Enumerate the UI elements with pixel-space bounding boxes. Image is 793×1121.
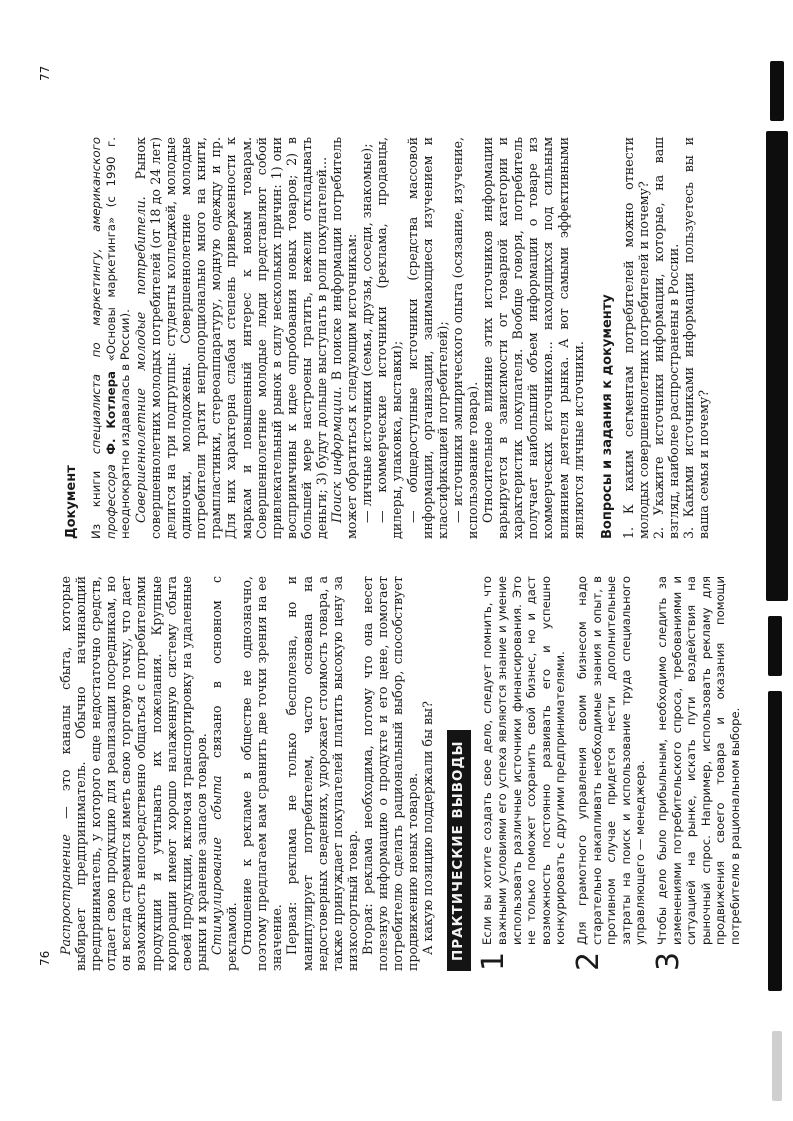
source-item: — источники эмпирического опыта (осязание, изучение, использование товара).	[449, 137, 480, 539]
paragraph-text: А какую позицию поддержали бы вы?	[420, 701, 436, 955]
paragraph-text: Вторая: реклама необходима, потому что она несет полезную информацию о продукте и его цене, помогает потребителю сделать рациональный выбор, способствует продвижению новых товаров.	[359, 576, 421, 971]
tip-number: 1	[476, 951, 512, 971]
paragraph-closing: Относительное влияние этих источников информации варьируется в зависимости от товарной категории и характеристик покупателя. Вообще говоря, потребитель получает наибольший объем информации о товаре из коммерческих источников... находящихся под сильным влиянием деятеля рынка. А вот самыми эффективными являются личные источники.	[480, 137, 586, 539]
binding-shadow-bar	[772, 1031, 782, 1101]
question-item: 2. Укажите источники информации, которые, на ваш взгляд, наиболее распространены в России.	[650, 137, 682, 539]
paragraph-text: В поиске информации потребитель может обратиться к следующим источникам:	[329, 137, 360, 539]
quote-author: Ф. Котлера	[103, 371, 118, 455]
right-page-number: 77	[38, 65, 52, 81]
binding-shadow	[760, 0, 793, 1121]
tip-item	[476, 576, 568, 971]
tip-text: Чтобы дело было прибыльным, необходимо следить за изменениями потребительского спроса, требованиями и ситуацией на рынке, искать пути воздействия на рыночный спрос. Например, использовать рекламу для продвижения своего товара и оказания помощи потребителю в рациональном выборе.	[654, 576, 742, 945]
quote-source-text: Из книги	[89, 454, 104, 539]
paragraph-text: Рынок совершеннолетних молодых потребителей (от 18 до 24 лет) делится на три подгруппы: студенты колледжей, молодые одиночки, молодожены. Совершеннолетние молодые потребители тратят непропорционально много на книги, грампластинки, стереоаппаратуру, модную одежду и пр. Для них характерна слабая степень приверженности к маркам и повышенный интерес к новым товарам. Совершеннолетние молодые люди представляют собой привлекательный рынок в силу нескольких причин: 1) они восприимчивы к идее опробования новых товаров; 2) в большей мере настроены тратить, нежели откладывать деньги; 3) будут дольше выступать в роли покупателей...	[132, 137, 329, 539]
paragraph-young-consumers	[133, 137, 329, 539]
paragraph-text: — это каналы сбыта, которые выбирает предприниматель. Обычно начинающий предприниматель, у которого еще недостаточно средств, отдает свою продукцию для реализации посредникам, но он всегда стремится иметь свою торговую точку, что дает возможность непосредственно общаться с потребителями продукции и учитывать их пожелания. Крупные корпорации имеют хорошо налаженную систему сбыта своей продукции, включая транспортировку на удаленные рынки и хранение запасов товаров.	[58, 576, 209, 971]
term-distribution: Распространение	[58, 834, 73, 955]
source-item: — личные источники (семья, друзья, соседи, знакомые);	[359, 143, 375, 523]
tip-number: 3	[650, 951, 686, 971]
quote-source-text: «Основы маркетинга» (с 1990 г. неоднократно издавалась в России).	[103, 136, 133, 539]
paragraph-sales-promotion	[209, 576, 239, 971]
term-sales-promotion: Стимулирование сбыта	[208, 775, 224, 955]
term-info-search: Поиск информации.	[329, 386, 345, 523]
tip-item	[650, 576, 743, 971]
section-title-practical-conclusions: ПРАКТИЧЕСКИЕ ВЫВОДЫ	[447, 730, 471, 971]
paragraph-advertising-attitude	[239, 576, 284, 971]
left-page	[58, 576, 750, 971]
questions-heading: Вопросы и задания к документу	[599, 294, 615, 539]
tip-number: 2	[571, 951, 606, 971]
paragraph-second-view	[360, 576, 420, 971]
left-page-number: 76	[38, 950, 52, 966]
term-young-consumers: Совершеннолетние молодые потребители.	[132, 196, 148, 523]
source-item: — коммерческие источники (реклама, продавцы, дилеры, упаковка, выставки);	[374, 137, 405, 539]
paragraph-text: Первая: реклама не только бесполезна, но и манипулирует потребителем, часто основана на недостоверных сведениях, удорожает стоимость товара, а также принуждает покупателей платить высокую цену за низкосортный товар.	[284, 576, 360, 971]
question-item: 3. Какими источниками информации пользуетесь вы и ваша семья и почему?	[681, 137, 712, 539]
source-item: — общедоступные источники (средства массовой информации, организации, занимающиеся изучением и классификацией потребителей);	[404, 137, 450, 539]
binding-shadow-bar	[768, 691, 782, 991]
document-heading: Документ	[64, 465, 79, 539]
binding-shadow-bar	[766, 131, 788, 601]
paragraph-text: Отношение к рекламе в обществе не однозначно, поэтому предлагаем вам сравнить две точки зрения на ее значение.	[239, 576, 285, 971]
tip-item	[571, 576, 648, 971]
paragraph-question	[420, 576, 435, 971]
paragraph-first-view	[284, 576, 359, 971]
paragraph-text: связано в основном с рекламой.	[208, 576, 240, 971]
quote-source-text: специалиста по маркетингу, американского профессора	[89, 136, 118, 539]
tip-text: Если вы хотите создать свое дело, следует помнить, что важными условиями его успеха являются знание и умение использовать различные источники финансирования. Это не только поможет сохранить свой бизнес, но и даст возможность постоянно развивать его и успешно конкурировать с другими предпринимателями.	[480, 576, 568, 945]
right-page	[58, 137, 711, 539]
binding-shadow-bar	[770, 61, 784, 121]
paragraph-distribution	[58, 576, 209, 971]
question-item: 1. К каким сегментам потребителей можно отнести молодых совершеннолетних потребителей и почему?	[620, 137, 651, 539]
binding-shadow-bar	[768, 616, 782, 676]
paragraph-info-search	[329, 137, 359, 539]
quote-source	[89, 137, 133, 539]
tip-text: Для грамотного управления своим бизнесом надо старательно накапливать необходимые знания и опыт, в противном случае придется нести дополнительные затраты на поиск и использование труда специального управляющего — менеджера.	[575, 576, 648, 945]
